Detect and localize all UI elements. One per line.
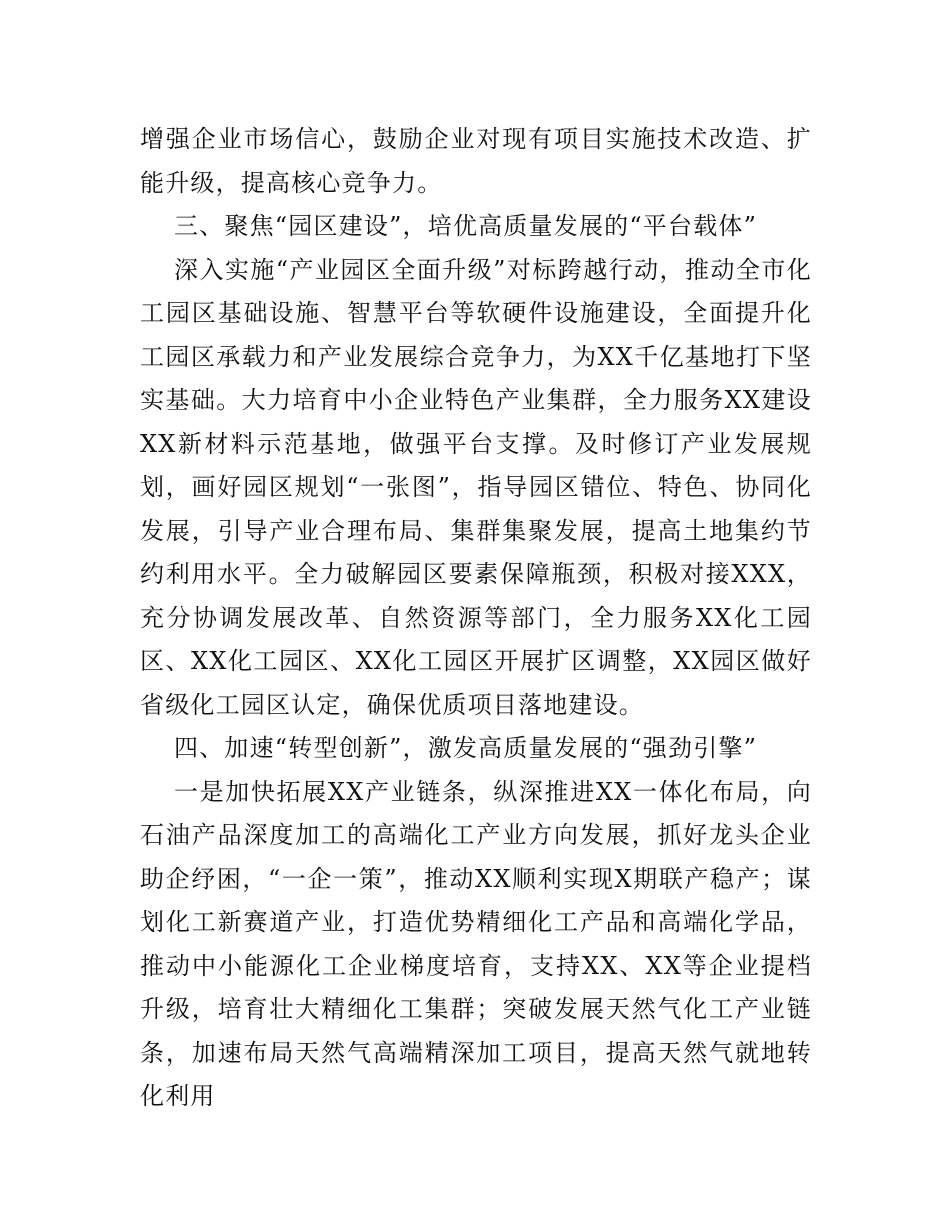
section-heading-three: 三、聚焦“园区建设”，培优高质量发展的“平台载体” — [174, 212, 758, 240]
section-heading-four: 四、加速“转型创新”，激发高质量发展的“强劲引擎” — [174, 734, 758, 762]
document-body — [140, 118, 812, 1119]
paragraph-industry-chain: 一是加快拓展XX产业链条，纵深推进XX一体化布局，向石油产品深度加工的高端化工产业方向发展，抓好龙头企业助企纾困，“一企一策”，推动XX顺利实现X期联产稳产；谋划化工新赛道产业，打造优势精细化工产品和高端化学品，推动中小能源化工企业梯度培育，支持XX、XX等企业提档升级，培育壮大精细化工集群；突破发展天然气化工产业链条，加速布局天然气高端精深加工项目，提高天然气就地转化利用 — [140, 777, 812, 1110]
paragraph-park-construction: 深入实施“产业园区全面升级”对标跨越行动，推动全市化工园区基础设施、智慧平台等软硬件设施建设，全面提升化工园区承载力和产业发展综合竞争力，为XX千亿基地打下坚实基础。大力培育中小企业特色产业集群，全力服务XX建设XX新材料示范基地，做强平台支撑。及时修订产业发展规划，画好园区规划“一张图”，指导园区错位、特色、协同化发展，引导产业合理布局、集群集聚发展，提高土地集约节约利用水平。全力破解园区要素保障瓶颈，积极对接XXX，充分协调发展改革、自然资源等部门，全力服务XX化工园区、XX化工园区、XX化工园区开展扩区调整，XX园区做好省级化工园区认定，确保优质项目落地建设。 — [140, 255, 812, 719]
paragraph-continuation: 增强企业市场信心，鼓励企业对现有项目实施技术改造、扩能升级，提高核心竞争力。 — [140, 125, 812, 197]
